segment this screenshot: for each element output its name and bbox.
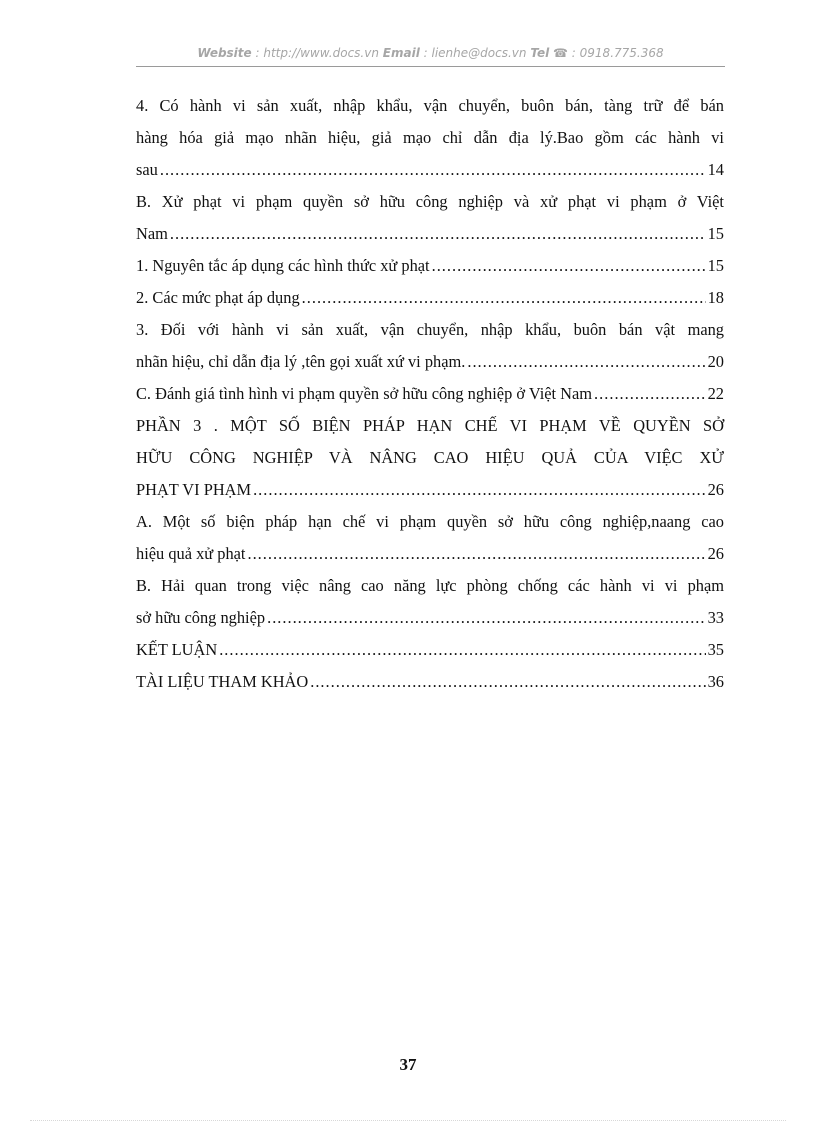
dot-leader: [432, 250, 706, 282]
page-header: [136, 46, 725, 60]
toc-entry-text: 2. Các mức phạt áp dụng: [136, 288, 300, 307]
toc-entry-last-line: [136, 250, 724, 282]
toc-entry-line: hàng hóa giả mạo nhãn hiệu, giả mạo chỉ dẫn địa lý.Bao gồm các hành vi: [136, 128, 724, 147]
toc-entry-text: KẾT LUẬN: [136, 640, 218, 659]
toc-entry-last-line: [136, 218, 724, 250]
toc-entry-text: Nam: [136, 224, 168, 243]
toc-page-number: 36: [707, 672, 724, 691]
toc-page-number: 20: [707, 352, 724, 371]
bottom-rule: [30, 1120, 786, 1121]
toc-entry-text: 1. Nguyên tắc áp dụng các hình thức xử phạt: [136, 256, 430, 275]
toc-entry-text: nhãn hiệu, chỉ dẫn địa lý ,tên gọi xuất xứ vi phạm.: [136, 352, 466, 371]
toc-entry[interactable]: [136, 378, 724, 410]
toc-entry-last-line: [136, 538, 724, 570]
header-rule: [136, 66, 725, 67]
toc-page-number: 26: [707, 480, 724, 499]
toc-entry-last-line: [136, 602, 724, 634]
toc-entry-text: sở hữu công nghiệp: [136, 608, 266, 627]
dot-leader: [594, 378, 706, 410]
toc-entry-text: C. Đánh giá tình hình vi phạm quyền sở hữu công nghiệp ở Việt Nam: [136, 384, 593, 403]
toc-entry-last-line: [136, 474, 724, 506]
toc-entry-text: PHẠT VI PHẠM: [136, 480, 252, 499]
dot-leader: [302, 282, 706, 314]
toc-entry[interactable]: [136, 570, 724, 634]
toc-page-number: 22: [707, 384, 724, 403]
toc-entry-text: TÀI LIỆU THAM KHẢO: [136, 672, 309, 691]
email-value: : lienhe@docs.vn: [423, 46, 527, 60]
toc-entry[interactable]: [136, 634, 724, 666]
toc-page-number: 15: [707, 224, 724, 243]
table-of-contents: [136, 90, 724, 698]
toc-page-number: 14: [707, 160, 724, 179]
toc-page-number: 35: [707, 640, 724, 659]
toc-entry[interactable]: [136, 186, 724, 250]
dot-leader: [267, 602, 706, 634]
toc-entry-last-line: [136, 282, 724, 314]
toc-entry[interactable]: [136, 666, 724, 698]
page-number: 37: [399, 1055, 417, 1074]
tel-label: Tel: [530, 46, 550, 60]
dot-leader: [253, 474, 706, 506]
dot-leader: [467, 346, 705, 378]
toc-entry-last-line: [136, 378, 724, 410]
toc-entry[interactable]: [136, 410, 724, 506]
toc-entry-last-line: [136, 634, 724, 666]
toc-entry-line: 4. Có hành vi sản xuất, nhập khẩu, vận chuyển, buôn bán, tàng trữ để bán: [136, 96, 724, 115]
dot-leader: [160, 154, 706, 186]
toc-entry-last-line: [136, 346, 724, 378]
toc-entry[interactable]: [136, 250, 724, 282]
toc-entry[interactable]: [136, 282, 724, 314]
toc-entry-line: HỮU CÔNG NGHIỆP VÀ NÂNG CAO HIỆU QUẢ CỦA VIỆC XỬ: [136, 448, 724, 467]
dot-leader: [247, 538, 705, 570]
toc-page-number: 15: [707, 256, 724, 275]
toc-page-number: 33: [707, 608, 724, 627]
toc-entry[interactable]: [136, 506, 724, 570]
website-label: Website: [197, 46, 252, 60]
toc-entry[interactable]: [136, 314, 724, 378]
toc-entry-text: hiệu quả xử phạt: [136, 544, 246, 563]
toc-entry-line: PHẦN 3 . MỘT SỐ BIỆN PHÁP HẠN CHẾ VI PHẠM VỀ QUYỀN SỞ: [136, 416, 724, 435]
toc-page-number: 18: [707, 288, 724, 307]
toc-entry-last-line: [136, 154, 724, 186]
toc-entry-line: A. Một số biện pháp hạn chế vi phạm quyền sở hữu công nghiệp,naang cao: [136, 512, 724, 531]
website-value: : http://www.docs.vn: [255, 46, 379, 60]
toc-page-number: 26: [707, 544, 724, 563]
dot-leader: [170, 218, 706, 250]
toc-entry[interactable]: [136, 90, 724, 186]
email-label: Email: [382, 46, 420, 60]
toc-entry-last-line: [136, 666, 724, 698]
toc-entry-line: B. Hải quan trong việc nâng cao năng lực phòng chống các hành vi vi phạm: [136, 576, 724, 595]
toc-entry-text: sau: [136, 160, 158, 179]
dot-leader: [219, 634, 705, 666]
tel-value: ☎ : 0918.775.368: [553, 46, 664, 60]
dot-leader: [310, 666, 705, 698]
toc-entry-line: B. Xử phạt vi phạm quyền sở hữu công nghiệp và xử phạt vi phạm ở Việt: [136, 192, 724, 211]
toc-entry-line: 3. Đối với hành vi sản xuất, vận chuyển, nhập khẩu, buôn bán vật mang: [136, 320, 724, 339]
